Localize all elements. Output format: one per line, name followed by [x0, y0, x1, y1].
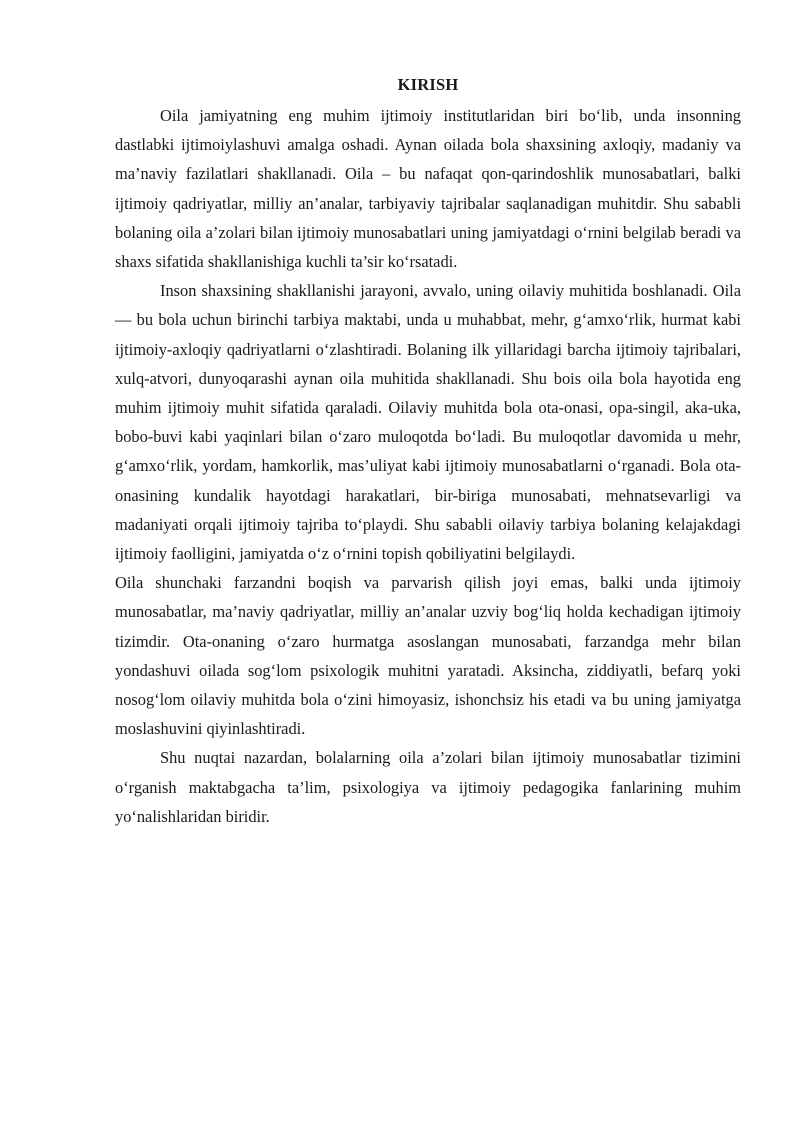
document-page	[115, 70, 741, 831]
paragraph-social-system: Oila shunchaki farzandni boqish va parvarish qilish joyi emas, balki unda ijtimoiy munosabatlar, ma’naviy qadriyatlar, milliy an’analar uzviy bog‘liq holda kechadigan ijtimoiy tizimdir. Ota-onaning o‘zaro hurmatga asoslangan munosabati, farzandga mehr bilan yondashuvi oilada sog‘lom psixologik muhitni yaratadi. Aksincha, ziddiyatli, befarq yoki nosog‘lom oilaviy muhitda bola o‘zini himoyasiz, ishonchsiz his etadi va bu uning jamiyatga moslashuvini qiyinlashtiradi.	[115, 573, 741, 739]
paragraph-family-environment: Inson shaxsining shakllanishi jarayoni, avvalo, uning oilaviy muhitida boshlanadi. Oila — bu bola uchun birinchi tarbiya maktabi, unda u muhabbat, mehr, g‘amxo‘rlik, hurmat kabi ijtimoiy-axloqiy qadriyatlarni o‘zlashtiradi. Bolaning ilk yillaridagi barcha ijtimoiy tajribalari, xulq-atvori, dunyoqarashi aynan oila muhitida shakllanadi. Shu bois oila bola hayotida eng muhim ijtimoiy muhit sifatida qaraladi. Oilaviy muhitda bola ota-onasi, opa-singil, aka-uka, bobo-buvi kabi yaqinlari bilan o‘zaro muloqotda bo‘ladi. Bu muloqotlar davomida u mehr, g‘amxo‘rlik, yordam, hamkorlik, mas’uliyat kabi ijtimoiy munosabatlarni o‘rganadi. Bola ota-onasining kundalik hayotdagi harakatlari, bir-biriga munosabati, mehnatsevarligi va madaniyati orqali ijtimoiy tajriba to‘playdi. Shu sababli oilaviy tarbiya bolaning kelajakdagi ijtimoiy faolligini, jamiyatda o‘z o‘rnini topish qobiliyatini belgilaydi.	[115, 281, 741, 564]
paragraph-conclusion: Shu nuqtai nazardan, bolalarning oila a’zolari bilan ijtimoiy munosabatlar tizimini o‘rganish maktabgacha ta’lim, psixologiya va ijtimoiy pedagogika fanlarining muhim yo‘nalishlaridan biridir.	[115, 748, 741, 826]
section-heading: KIRISH	[397, 75, 459, 94]
paragraph-intro: Oila jamiyatning eng muhim ijtimoiy institutlaridan biri bo‘lib, unda insonning dastlabki ijtimoiylashuvi amalga oshadi. Aynan oilada bola shaxsining axloqiy, madaniy va ma’naviy fazilatlari shakllanadi. Oila – bu nafaqat qon-qarindoshlik munosabatlari, balki ijtimoiy qadriyatlar, milliy an’analar, tarbiyaviy tajribalar saqlanadigan muhitdir. Shu sababli bolaning oila a’zolari bilan ijtimoiy munosabatlari uning jamiyatdagi o‘rnini belgilab beradi va shaxs sifatida shakllanishiga kuchli ta’sir ko‘rsatadi.	[115, 106, 741, 272]
